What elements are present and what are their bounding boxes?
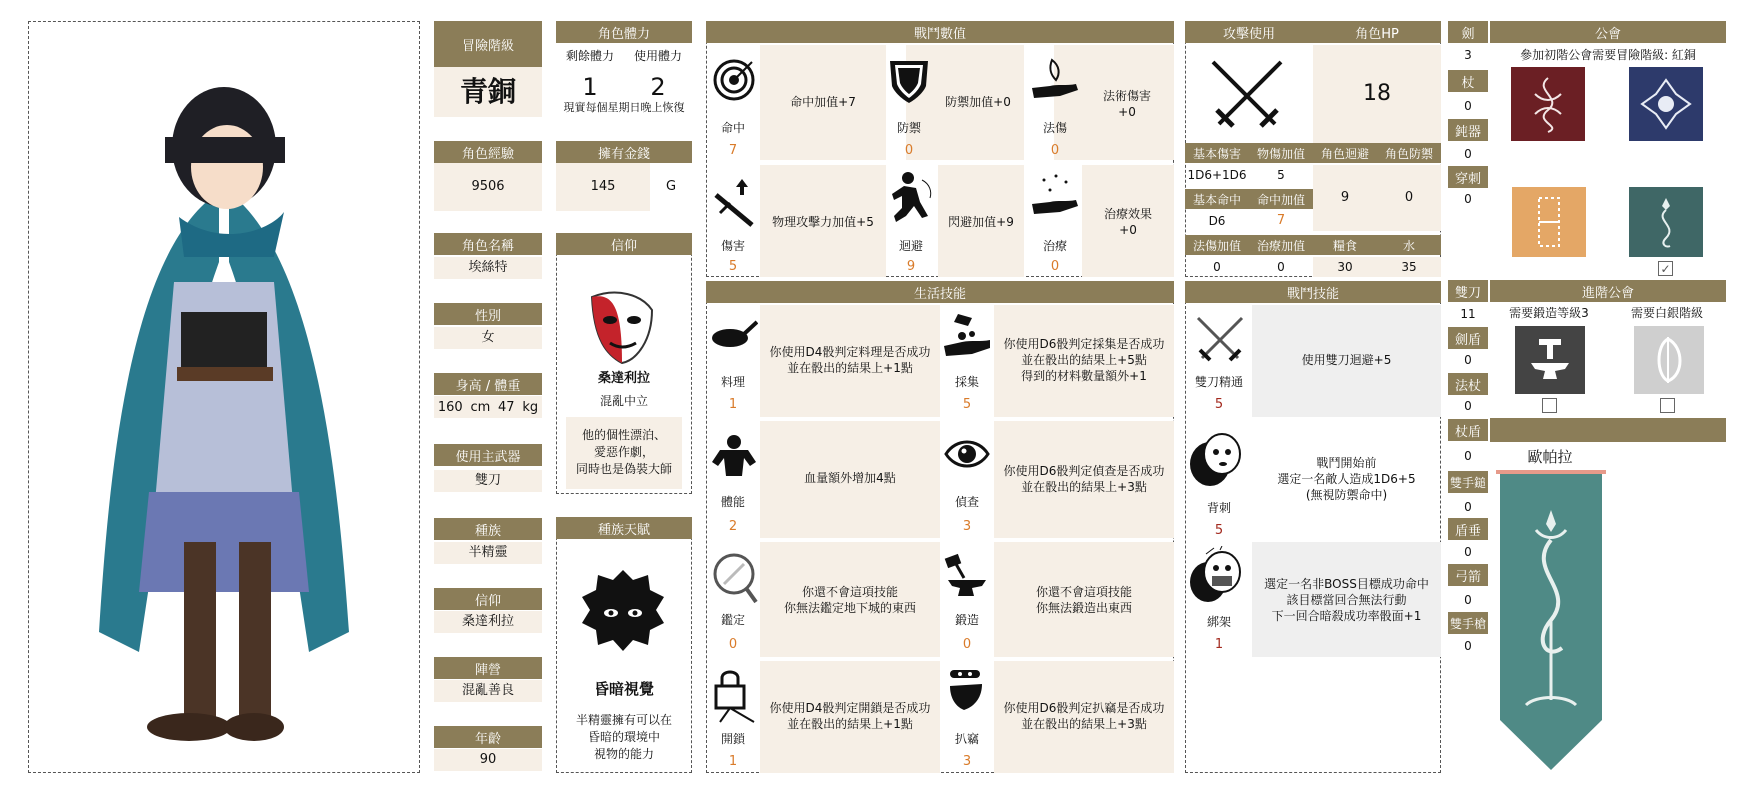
guild-title: 公會 (1490, 21, 1726, 43)
combat-skill-name: 綁架 (1206, 614, 1231, 629)
lattice-icon (1529, 194, 1569, 250)
stamina-note: 現實每個星期日晚上恢復 (563, 100, 685, 114)
gold-label: 擁有金錢 (556, 141, 692, 163)
weapon-prof-value: 0 (1464, 98, 1472, 113)
rank-value: 青銅 (434, 67, 542, 117)
faith-box-title: 信仰 (556, 233, 692, 255)
attack-header: 角色防禦 (1377, 143, 1441, 163)
skill-value: 5 (962, 397, 972, 413)
twin-blades-icon (1192, 312, 1248, 368)
skill-value: 0 (962, 637, 972, 653)
weapon-prof-value: 0 (1464, 592, 1472, 607)
gender-label: 性別 (434, 303, 542, 325)
combat-stat-desc: 治療效果 (1103, 206, 1152, 221)
eye-icon (942, 434, 992, 474)
combat-stat-value: 0 (1050, 143, 1060, 159)
mask-icon (582, 285, 662, 365)
skill-name: 料理 (720, 374, 745, 389)
combat-stat-value: 5 (728, 259, 738, 275)
weapon-prof-value: 0 (1464, 398, 1472, 413)
combat-skill-desc: (無視防禦命中) (1305, 487, 1388, 502)
weapon-prof-value: 0 (1464, 499, 1472, 514)
weapon-prof-value: 3 (1464, 47, 1472, 62)
faith-label: 信仰 (434, 588, 542, 610)
silver-guild-emblem[interactable] (1634, 326, 1704, 394)
guild-emblem-teal[interactable] (1629, 187, 1703, 257)
stamina-remain: 1 (582, 72, 598, 101)
alignment-value: 混亂善良 (434, 680, 542, 702)
skill-value: 3 (962, 519, 972, 535)
moon-icon (1644, 335, 1694, 385)
combat-stat-name: 治療 (1042, 238, 1067, 253)
flower-icon (1646, 192, 1686, 252)
skill-desc: 得到的材料數量額外+1 (1021, 368, 1147, 383)
defense-value: 0 (1377, 165, 1441, 231)
weapon-prof-label: 雙手鎚 (1448, 471, 1488, 493)
life-skills-title: 生活技能 (706, 281, 1174, 303)
hp-value: 18 (1313, 45, 1441, 143)
combat-skill-desc: 選定一名敵人造成1D6+5 (1277, 471, 1416, 486)
skill-name: 鑑定 (720, 612, 745, 627)
combat-stat-value: 7 (728, 143, 738, 159)
base-hit-value: D6 (1208, 213, 1226, 228)
silver-guild-checkbox[interactable] (1660, 398, 1675, 413)
combat-stat-name: 命中 (720, 120, 745, 135)
weapon-prof-label: 劍盾 (1448, 327, 1488, 349)
deity-name: 桑達利拉 (597, 371, 650, 387)
deity-alignment: 混亂中立 (599, 393, 648, 408)
knot-icon (1523, 74, 1573, 134)
damage-bonus-value: 5 (1277, 167, 1285, 182)
food-value: 30 (1313, 257, 1377, 277)
racial-desc-line: 半精靈擁有可以在 (575, 712, 672, 727)
combat-skills-title: 戰鬥技能 (1185, 281, 1441, 303)
guild-emblem-crimson[interactable] (1511, 67, 1585, 141)
racial-title: 種族天賦 (556, 517, 692, 539)
racial-desc-line: 昏暗的環境中 (587, 729, 660, 744)
combat-stat-desc: 法術傷害 (1102, 88, 1151, 103)
combat-skill-value: 5 (1214, 397, 1224, 413)
exp-value: 9506 (434, 163, 542, 211)
body-label: 身高 / 體重 (434, 373, 542, 395)
racial-desc-line: 視物的能力 (593, 746, 654, 761)
skill-name: 採集 (954, 374, 979, 389)
advanced-guild-title: 進階公會 (1490, 280, 1726, 302)
combat-stat-value: 9 (906, 259, 916, 275)
portrait-frame (28, 21, 420, 773)
weapon-prof-label: 雙刀 (1448, 280, 1488, 302)
combat-skill-name: 背刺 (1206, 500, 1231, 515)
guild-emblem-navy[interactable] (1629, 67, 1703, 141)
alignment-label: 陣營 (434, 657, 542, 679)
combat-title: 戰鬥數值 (706, 21, 1174, 43)
gold-unit: G (665, 179, 677, 195)
combat-skill-value: 5 (1214, 523, 1224, 539)
race-label: 種族 (434, 518, 542, 540)
combat-stat-desc: +0 (1119, 222, 1137, 237)
skill-desc: 你無法鍛造出東西 (1035, 600, 1132, 615)
deity-desc-line: 同時也是偽裝大師 (575, 461, 672, 476)
combat-stat-value: 0 (1050, 259, 1060, 275)
magic-bonus-value: 0 (1213, 259, 1221, 274)
exp-label: 角色經驗 (434, 141, 542, 163)
weight-unit: kg (522, 399, 539, 415)
name-label: 角色名稱 (434, 233, 542, 255)
hit-bonus-value: 7 (1276, 213, 1286, 229)
weapon-prof-label: 杖盾 (1448, 419, 1488, 441)
guild-requirement: 參加初階公會需要冒險階級: 紅銅 (1520, 47, 1696, 62)
combat-stat-name: 法傷 (1042, 120, 1067, 135)
combat-stat-desc: 物理攻擊力加值+5 (772, 214, 874, 229)
height-unit: cm (470, 399, 491, 415)
anvil-icon (942, 552, 992, 602)
pan-icon (710, 316, 758, 356)
weapon-prof-label: 弓箭 (1448, 564, 1488, 586)
weapon-prof-label: 盾垂 (1448, 518, 1488, 540)
combat-stat-desc: 防禦加值+0 (932, 92, 1024, 112)
stamina-use: 2 (650, 72, 666, 101)
skill-desc: 並在骰出的結果上+5點 (1021, 352, 1147, 367)
character-portrait (69, 72, 379, 752)
race-value: 半精靈 (434, 542, 542, 564)
hammer-anvil-icon (1525, 335, 1575, 385)
gender-value: 女 (434, 327, 542, 349)
muscle-icon (710, 432, 758, 484)
crossed-swords-icon (1205, 54, 1289, 138)
skill-name: 體能 (720, 494, 745, 509)
combat-skill-desc: 使用雙刀迴避+5 (1301, 352, 1392, 367)
combat-skill-desc: 選定一名非BOSS目標成功命中 (1264, 576, 1429, 591)
deity-desc-panel (566, 417, 682, 489)
attack-header: 命中加值 (1249, 189, 1313, 209)
gather-hand-icon (942, 310, 992, 360)
lock-icon (710, 668, 758, 724)
weapon-prof-value: 0 (1464, 544, 1472, 559)
advanced-guild-req: 需要鍛造等級3 (1509, 305, 1589, 320)
skill-desc: 並在骰出的結果上+1點 (787, 360, 913, 375)
combat-skill-name: 雙刀精通 (1194, 374, 1243, 389)
weapon-prof-value: 0 (1464, 191, 1472, 206)
skill-value: 3 (962, 754, 972, 770)
skill-desc: 你使用D4骰判定開鎖是否成功 (769, 700, 931, 715)
skill-value: 2 (728, 519, 738, 535)
stamina-remain-label: 剩餘體力 (565, 48, 614, 63)
evade-value: 9 (1313, 165, 1377, 231)
gold-value: 145 (556, 163, 650, 211)
attack-header: 水 (1377, 235, 1441, 255)
attack-header: 基本命中 (1185, 189, 1249, 209)
racial-name: 昏暗視覺 (593, 679, 654, 698)
attack-title: 攻擊使用 (1185, 21, 1313, 43)
attack-header: 基本傷害 (1185, 143, 1249, 163)
selected-guild-header (1490, 418, 1726, 442)
combat-stat-desc: 命中加值+7 (790, 94, 856, 109)
guild-banner-icon (1496, 470, 1606, 775)
hp-title: 角色HP (1313, 21, 1441, 43)
backstab-icon (1186, 430, 1244, 490)
weapon-prof-label: 杖 (1448, 70, 1488, 92)
weapon-prof-label: 穿刺 (1448, 166, 1488, 188)
skill-name: 偵查 (954, 494, 979, 509)
kidnap-icon (1186, 546, 1246, 606)
base-damage-value: 1D6+1D6 (1187, 167, 1247, 182)
skill-desc: 血量額外增加4點 (804, 470, 896, 485)
skill-desc: 並在骰出的結果上+3點 (1021, 479, 1147, 494)
stamina-title: 角色體力 (556, 21, 692, 43)
weapon-value: 雙刀 (434, 470, 542, 492)
weight-value: 47 (498, 399, 515, 415)
name-value: 埃絲特 (434, 257, 542, 279)
advanced-guild-req: 需要白銀階級 (1630, 305, 1703, 320)
combat-skill-desc: 下一回合暗殺成功率骰面+1 (1271, 608, 1422, 623)
attack-header: 治療加值 (1249, 235, 1313, 255)
age-value: 90 (434, 749, 542, 771)
weapon-prof-label: 雙手槍 (1448, 612, 1488, 634)
attack-header: 角色迴避 (1313, 143, 1377, 163)
smith-guild-checkbox[interactable] (1542, 398, 1557, 413)
combat-stat-name: 傷害 (720, 238, 745, 253)
thief-icon (942, 666, 992, 718)
weapon-label: 使用主武器 (434, 444, 542, 466)
smith-guild-emblem[interactable] (1515, 326, 1585, 394)
skill-desc: 你無法鑑定地下城的東西 (783, 600, 916, 615)
skill-desc: 你使用D6骰判定偵查是否成功 (1003, 463, 1165, 478)
weapon-prof-value: 0 (1464, 448, 1472, 463)
weapon-prof-value: 0 (1464, 638, 1472, 653)
combat-stat-name: 迴避 (898, 238, 923, 253)
skill-desc: 你使用D6骰判定採集是否成功 (1003, 336, 1165, 351)
skill-desc: 你使用D6骰判定扒竊是否成功 (1003, 700, 1165, 715)
heal-bonus-value: 0 (1277, 259, 1285, 274)
combat-skill-desc: 戰鬥開始前 (1316, 455, 1377, 470)
skill-desc: 你還不會這項技能 (801, 584, 898, 599)
age-label: 年齡 (434, 726, 542, 748)
combat-skill-value: 1 (1214, 637, 1224, 653)
combat-stat-desc: +0 (1118, 104, 1136, 119)
weapon-prof-value: 0 (1464, 352, 1472, 367)
combat-stat-value: 0 (904, 143, 914, 159)
body-values (434, 396, 542, 418)
faith-value: 桑達利拉 (434, 611, 542, 633)
target-icon (712, 58, 756, 102)
skill-name: 開鎖 (720, 731, 745, 746)
combat-stat-name: 防禦 (896, 120, 921, 135)
stamina-use-label: 使用體力 (633, 48, 682, 63)
skill-value: 1 (728, 754, 738, 770)
sword-icon (712, 175, 758, 227)
skill-desc: 你使用D4骰判定料理是否成功 (769, 344, 931, 359)
skill-name: 扒竊 (954, 731, 979, 746)
rank-label: 冒險階級 (434, 21, 542, 67)
deity-desc-line: 愛惡作劇， (593, 444, 654, 459)
darkvision-icon (578, 565, 668, 655)
shield-icon (886, 56, 932, 106)
selected-guild-name: 歐帕拉 (1527, 447, 1573, 466)
ornament-icon (1638, 76, 1694, 132)
skill-desc: 並在骰出的結果上+1點 (787, 716, 913, 731)
combat-stat-desc: 閃避加值+9 (948, 214, 1014, 229)
weapon-prof-value: 0 (1464, 146, 1472, 161)
guild-checkbox-checked[interactable]: ✓ (1658, 261, 1673, 276)
weapon-prof-value: 11 (1460, 306, 1476, 321)
weapon-prof-label: 鈍器 (1448, 119, 1488, 141)
heal-hand-icon (1030, 172, 1082, 222)
skill-value: 0 (728, 637, 738, 653)
weapon-prof-label: 法杖 (1448, 373, 1488, 395)
combat-skill-desc: 該目標當回合無法行動 (1286, 592, 1407, 607)
attack-header: 物傷加值 (1249, 143, 1313, 163)
skill-value: 1 (728, 397, 738, 413)
guild-emblem-amber[interactable] (1512, 187, 1586, 257)
skill-desc: 並在骰出的結果上+3點 (1021, 716, 1147, 731)
water-value: 35 (1377, 257, 1441, 277)
deity-desc-line: 他的個性漂泊、 (581, 427, 666, 442)
attack-header: 法傷加值 (1185, 235, 1249, 255)
attack-header: 糧食 (1313, 235, 1377, 255)
flame-hand-icon (1030, 56, 1082, 106)
dodge-icon (886, 170, 936, 230)
magnifier-icon (710, 552, 758, 604)
skill-desc: 你還不會這項技能 (1035, 584, 1132, 599)
weapon-prof-label: 劍 (1448, 21, 1488, 43)
skill-name: 鍛造 (954, 612, 979, 627)
height-value: 160 (437, 399, 463, 415)
